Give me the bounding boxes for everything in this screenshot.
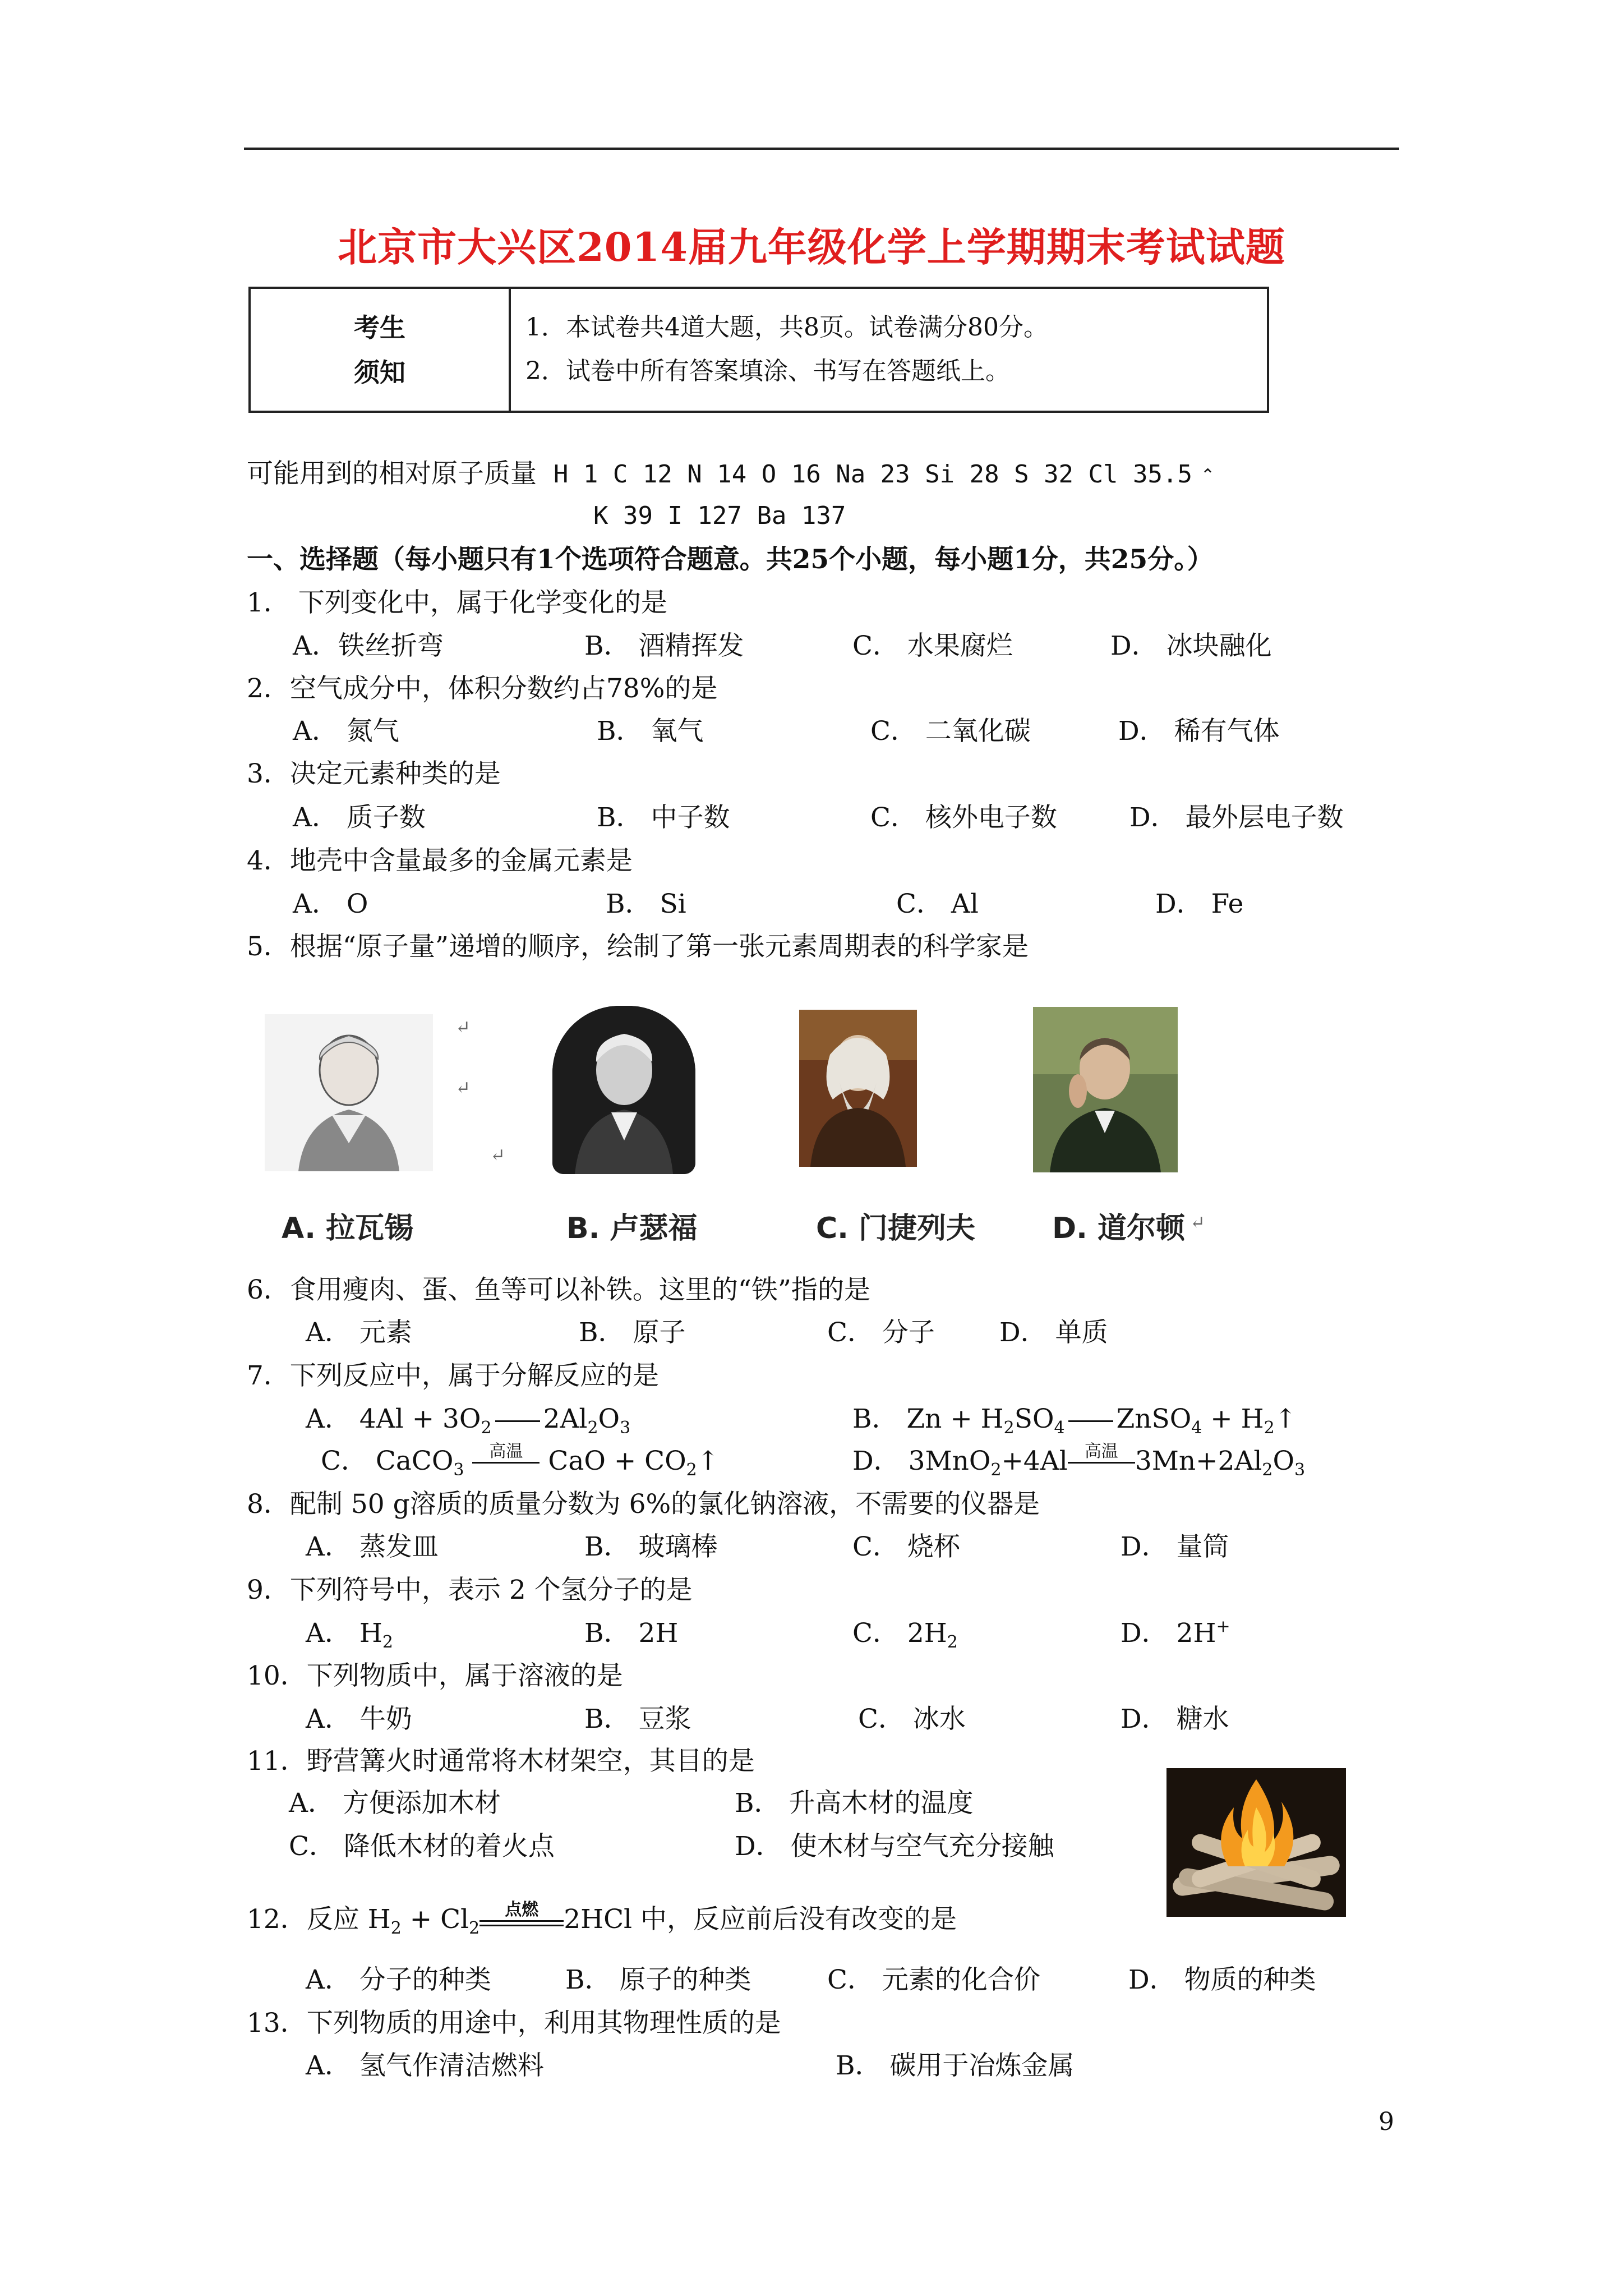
portrait-rutherford — [552, 1006, 695, 1174]
atomic-mass-line2: K 39 I 127 Ba 137 — [593, 501, 846, 530]
q2-option-b: B． 氧气 — [597, 716, 704, 747]
question-10: 10．下列物质中，属于溶液的是 — [247, 1660, 623, 1691]
q10-option-c: C． 冰水 — [858, 1704, 966, 1734]
q11-option-a: A． 方便添加木材 — [289, 1788, 501, 1819]
return-icon: ↵ — [455, 1016, 471, 1038]
arrow-up-icon: ↑ — [697, 1446, 720, 1476]
page-number: 9 — [1378, 2108, 1394, 2136]
q7-option-b: B． $Zn + H_2SO_4$ ZnSO$_4$ + $H_2↑$ — [852, 1404, 1297, 1438]
q10-option-b: B． 豆浆 — [584, 1704, 691, 1734]
question-9: 9．下列符号中，表示 2 个氢分子的是 — [247, 1575, 693, 1605]
reaction-condition: 高温 — [472, 1452, 540, 1474]
q1-option-a: A．铁丝折弯 — [293, 631, 444, 661]
question-5: 5．根据“原子量”递增的顺序，绘制了第一张元素周期表的科学家是 — [247, 931, 1029, 962]
reaction-condition: 点燃 — [479, 1910, 564, 1932]
q5-option-c: C. 门捷列夫 — [816, 1212, 976, 1245]
question-6: 6．食用瘦肉、蛋、鱼等可以补铁。这里的“铁”指的是 — [247, 1274, 870, 1305]
notice-label — [251, 289, 511, 411]
q2-option-d: D． 稀有气体 — [1118, 716, 1280, 747]
question-12: 12．反应 $H_2 + Cl_2$ 点燃 2HCl 中，反应前后没有改变的是 — [247, 1900, 957, 1938]
q2-option-a: A． 氮气 — [293, 716, 399, 747]
return-icon: ↵ — [455, 1077, 471, 1098]
q1-option-c: C． 水果腐烂 — [852, 631, 1013, 661]
arrow-up-icon: ↑ — [1274, 1404, 1297, 1434]
return-icon: ↵ — [490, 1144, 505, 1166]
question-8: 8．配制 50 g溶质的质量分数为 6%的氯化钠溶液，不需要的仪器是 — [247, 1489, 1040, 1520]
q12-option-c: C． 元素的化合价 — [827, 1964, 1040, 1995]
campfire-image — [1166, 1768, 1346, 1917]
q9-option-a: A． $H_2$ — [306, 1618, 393, 1652]
q13-option-b: B． 碳用于冶炼金属 — [836, 2050, 1075, 2081]
q9-option-b: B． 2H — [584, 1618, 679, 1649]
notice-items — [525, 306, 1048, 393]
q1-option-b: B． 酒精挥发 — [584, 631, 744, 661]
q8-option-c: C． 烧杯 — [852, 1531, 960, 1562]
q7-option-c: C． CaCO$_3$ 高温 CaO + $CO_2↑$ — [321, 1442, 720, 1480]
q9-option-d: D． 2H+ — [1121, 1617, 1230, 1649]
question-11: 11．野营篝火时通常将木材架空，其目的是 — [247, 1746, 755, 1777]
q4-option-b: B． Si — [606, 889, 686, 919]
q8-option-b: B． 玻璃棒 — [584, 1531, 718, 1562]
question-13: 13．下列物质的用途中，利用其物理性质的是 — [247, 2008, 781, 2039]
q10-option-d: D． 糖水 — [1121, 1704, 1229, 1734]
question-1: 1． 下列变化中，属于化学变化的是 — [247, 587, 667, 618]
notice-label-line1: 考生 — [354, 312, 405, 343]
q12-option-d: D． 物质的种类 — [1128, 1964, 1316, 1995]
reaction-condition: 高温 — [1068, 1452, 1135, 1474]
q4-option-c: C． Al — [896, 889, 979, 919]
q3-option-b: B． 中子数 — [597, 802, 730, 833]
q7-option-d: D． 3MnO$_2$+4Al 高温 $3Mn+2Al_2O_3$ — [852, 1442, 1306, 1480]
q7-option-a: A． $4Al + 3O_2$ $2Al_2O_3$ — [306, 1404, 631, 1438]
q5-option-b: B. 卢瑟福 — [566, 1212, 698, 1245]
q6-option-d: D． 单质 — [999, 1317, 1108, 1348]
question-4: 4．地壳中含量最多的金属元素是 — [247, 845, 633, 876]
q1-option-d: D． 冰块融化 — [1110, 631, 1272, 661]
q11-option-b: B． 升高木材的温度 — [735, 1788, 974, 1819]
caret-up-icon: ⌃ — [1200, 466, 1215, 485]
notice-item: 2．试卷中所有答案填涂、书写在答题纸上。 — [525, 357, 1010, 385]
q11-option-d: D． 使木材与空气充分接触 — [735, 1831, 1054, 1862]
return-icon: ↵ — [1190, 1212, 1205, 1233]
atomic-mass-label: 可能用到的相对原子质量 — [247, 458, 537, 489]
q13-option-a: A． 氢气作清洁燃料 — [306, 2050, 544, 2081]
question-7: 7．下列反应中，属于分解反应的是 — [247, 1360, 659, 1391]
portrait-lavoisier — [265, 1014, 433, 1171]
portrait-mendeleev — [799, 1010, 917, 1167]
question-2: 2．空气成分中，体积分数约占78%的是 — [247, 673, 718, 704]
question-3: 3．决定元素种类的是 — [247, 758, 501, 789]
atomic-mass-line1 — [247, 457, 1215, 493]
q12-option-b: B． 原子的种类 — [565, 1964, 751, 1995]
notice-label-line2: 须知 — [354, 357, 405, 388]
q3-option-d: D． 最外层电子数 — [1129, 802, 1344, 833]
q6-option-b: B． 原子 — [579, 1317, 686, 1348]
q9-option-c: C． $2H_2$ — [852, 1618, 958, 1652]
q12-option-a: A． 分子的种类 — [306, 1964, 491, 1995]
notice-box — [248, 287, 1269, 413]
section-heading: 一、选择题（每小题只有1个选项符合题意。共25个小题，每小题1分，共25分。） — [247, 544, 1214, 575]
q11-option-c: C． 降低木材的着火点 — [289, 1831, 555, 1862]
q6-option-c: C． 分子 — [827, 1317, 935, 1348]
q4-option-d: D． Fe — [1155, 889, 1244, 919]
q5-option-a: A. 拉瓦锡 — [282, 1212, 414, 1245]
q8-option-a: A． 蒸发皿 — [306, 1531, 439, 1562]
q5-option-d: D. 道尔顿 — [1052, 1212, 1186, 1245]
q2-option-c: C． 二氧化碳 — [870, 716, 1031, 747]
portrait-dalton — [1033, 1007, 1178, 1172]
q6-option-a: A． 元素 — [306, 1317, 412, 1348]
q8-option-d: D． 量筒 — [1121, 1531, 1229, 1562]
q10-option-a: A． 牛奶 — [306, 1704, 412, 1734]
q4-option-a: A． O — [293, 889, 368, 919]
page-title: 北京市大兴区2014届九年级化学上学期期末考试试题 — [338, 224, 1285, 270]
q3-option-a: A． 质子数 — [293, 802, 426, 833]
header-rule — [244, 148, 1399, 150]
q3-option-c: C． 核外电子数 — [870, 802, 1057, 833]
atomic-mass-values: H 1 C 12 N 14 O 16 Na 23 Si 28 S 32 Cl 35.5 — [553, 460, 1192, 489]
notice-item: 1．本试卷共4道大题，共8页。试卷满分80分。 — [525, 313, 1048, 342]
